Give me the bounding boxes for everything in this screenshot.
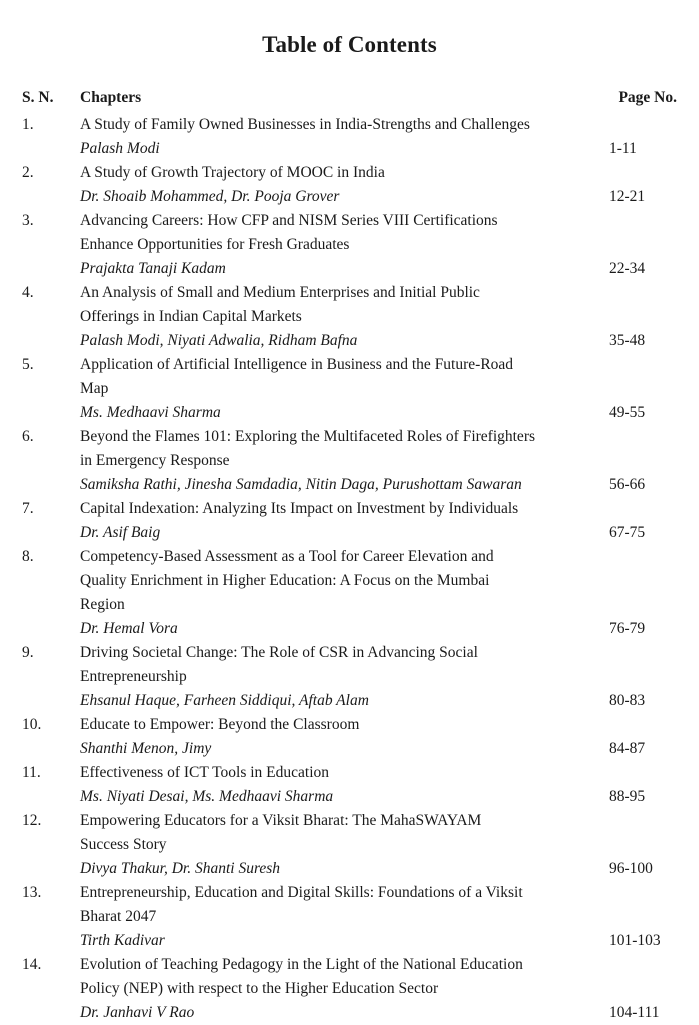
chapter-authors: Prajakta Tanaji Kadam — [80, 260, 226, 277]
entry-body — [80, 761, 595, 809]
chapter-page-range: 104-111 — [609, 1004, 660, 1021]
entry-number: 10. — [22, 716, 42, 733]
entry-body — [80, 209, 595, 281]
chapter-title-line: Evolution of Teaching Pedagogy in the Light of the National Education — [80, 956, 523, 973]
chapter-title-line: Policy (NEP) with respect to the Higher Education Sector — [80, 980, 439, 997]
chapter-title-line: Beyond the Flames 101: Exploring the Multifaceted Roles of Firefighters — [80, 428, 536, 445]
chapter-title-line: Competency-Based Assessment as a Tool for Career Elevation and — [80, 548, 494, 565]
chapter-authors: Tirth Kadivar — [80, 932, 165, 949]
entry-number: 4. — [22, 284, 34, 301]
chapter-authors: Ms. Niyati Desai, Ms. Medhaavi Sharma — [80, 788, 334, 805]
chapter-authors: Divya Thakur, Dr. Shanti Suresh — [80, 860, 281, 877]
header-page-number: Page No. — [618, 89, 677, 106]
toc-entry — [0, 353, 699, 425]
chapter-authors: Palash Modi, Niyati Adwalia, Ridham Bafna — [80, 332, 358, 349]
chapter-title-line: Enhance Opportunities for Fresh Graduates — [80, 236, 350, 253]
toc-entry — [0, 545, 699, 641]
chapter-title-line: An Analysis of Small and Medium Enterprises and Initial Public — [80, 284, 480, 301]
entry-body — [80, 545, 595, 641]
chapter-page-range: 1-11 — [609, 140, 637, 157]
toc-entry — [0, 209, 699, 281]
chapter-page-range: 22-34 — [609, 260, 646, 277]
entry-body — [80, 161, 595, 209]
chapter-title-line: Application of Artificial Intelligence in Business and the Future-Road — [80, 356, 514, 373]
chapter-authors: Dr. Janhavi V Rao — [80, 1004, 195, 1021]
chapter-title-line: Offerings in Indian Capital Markets — [80, 308, 302, 325]
chapter-title-line: Bharat 2047 — [80, 908, 157, 925]
entry-number: 8. — [22, 548, 34, 565]
toc-entry — [0, 497, 699, 545]
entry-body — [80, 425, 595, 497]
entry-number: 9. — [22, 644, 34, 661]
toc-entry — [0, 113, 699, 161]
chapter-title-line: Region — [80, 596, 125, 613]
entry-number: 5. — [22, 356, 34, 373]
toc-entry — [0, 761, 699, 809]
chapter-title-line: A Study of Family Owned Businesses in India-Strengths and Challenges — [80, 116, 530, 133]
entry-body — [80, 713, 595, 761]
chapter-page-range: 88-95 — [609, 788, 646, 805]
chapter-authors: Dr. Asif Baig — [80, 524, 161, 541]
entry-number: 11. — [22, 764, 41, 781]
chapter-page-range: 67-75 — [609, 524, 646, 541]
header-chapters: Chapters — [80, 89, 142, 106]
chapter-title-line: Entrepreneurship — [80, 668, 187, 685]
chapter-title-line: Map — [80, 380, 109, 397]
entry-body — [80, 809, 595, 881]
chapter-authors: Samiksha Rathi, Jinesha Samdadia, Nitin Daga, Purushottam Sawaran — [80, 476, 522, 493]
chapter-page-range: 12-21 — [609, 188, 646, 205]
entry-number: 6. — [22, 428, 34, 445]
toc-entry — [0, 809, 699, 881]
chapter-title-line: Empowering Educators for a Viksit Bharat: The MahaSWAYAM — [80, 812, 482, 829]
chapter-authors: Dr. Shoaib Mohammed, Dr. Pooja Grover — [80, 188, 340, 205]
entry-number: 1. — [22, 116, 34, 133]
chapter-title-line: Educate to Empower: Beyond the Classroom — [80, 716, 360, 733]
entry-body — [80, 953, 595, 1025]
chapter-authors: Shanthi Menon, Jimy — [80, 740, 212, 757]
entry-body — [80, 641, 595, 713]
chapter-authors: Dr. Hemal Vora — [80, 620, 178, 637]
chapter-title-line: Driving Societal Change: The Role of CSR in Advancing Social — [80, 644, 478, 661]
entry-number: 14. — [22, 956, 42, 973]
toc-entry — [0, 881, 699, 953]
chapter-page-range: 49-55 — [609, 404, 646, 421]
chapter-authors: Ms. Medhaavi Sharma — [80, 404, 221, 421]
chapter-page-range: 76-79 — [609, 620, 646, 637]
entry-body — [80, 281, 595, 353]
entry-body — [80, 353, 595, 425]
chapter-title-line: in Emergency Response — [80, 452, 230, 469]
header-serial-number: S. N. — [22, 89, 54, 106]
toc-entry — [0, 161, 699, 209]
chapter-page-range: 96-100 — [609, 860, 653, 877]
chapter-page-range: 56-66 — [609, 476, 646, 493]
page-title: Table of Contents — [262, 32, 437, 57]
toc-entry — [0, 713, 699, 761]
entry-number: 3. — [22, 212, 34, 229]
entry-number: 7. — [22, 500, 34, 517]
toc-entry — [0, 281, 699, 353]
chapter-title-line: Quality Enrichment in Higher Education: A Focus on the Mumbai — [80, 572, 490, 589]
entry-number: 12. — [22, 812, 42, 829]
chapter-title-line: Advancing Careers: How CFP and NISM Series VIII Certifications — [80, 212, 498, 229]
chapter-page-range: 80-83 — [609, 692, 646, 709]
entry-body — [80, 497, 595, 545]
toc-entry — [0, 641, 699, 713]
entry-number: 13. — [22, 884, 42, 901]
chapter-title-line: Success Story — [80, 836, 167, 853]
chapter-title-line: Effectiveness of ICT Tools in Education — [80, 764, 330, 781]
chapter-authors: Palash Modi — [80, 140, 160, 157]
entry-body — [80, 113, 595, 161]
chapter-page-range: 35-48 — [609, 332, 646, 349]
toc-entry — [0, 425, 699, 497]
toc-header-row — [0, 89, 699, 111]
toc-entry — [0, 953, 699, 1025]
chapter-title-line: Entrepreneurship, Education and Digital Skills: Foundations of a Viksit — [80, 884, 523, 901]
entry-body — [80, 881, 595, 953]
entry-number: 2. — [22, 164, 34, 181]
chapter-page-range: 101-103 — [609, 932, 661, 949]
toc-entries — [0, 113, 699, 1025]
chapter-title-line: A Study of Growth Trajectory of MOOC in India — [80, 164, 385, 181]
chapter-authors: Ehsanul Haque, Farheen Siddiqui, Aftab Alam — [80, 692, 369, 709]
chapter-title-line: Capital Indexation: Analyzing Its Impact on Investment by Individuals — [80, 500, 519, 517]
chapter-page-range: 84-87 — [609, 740, 646, 757]
